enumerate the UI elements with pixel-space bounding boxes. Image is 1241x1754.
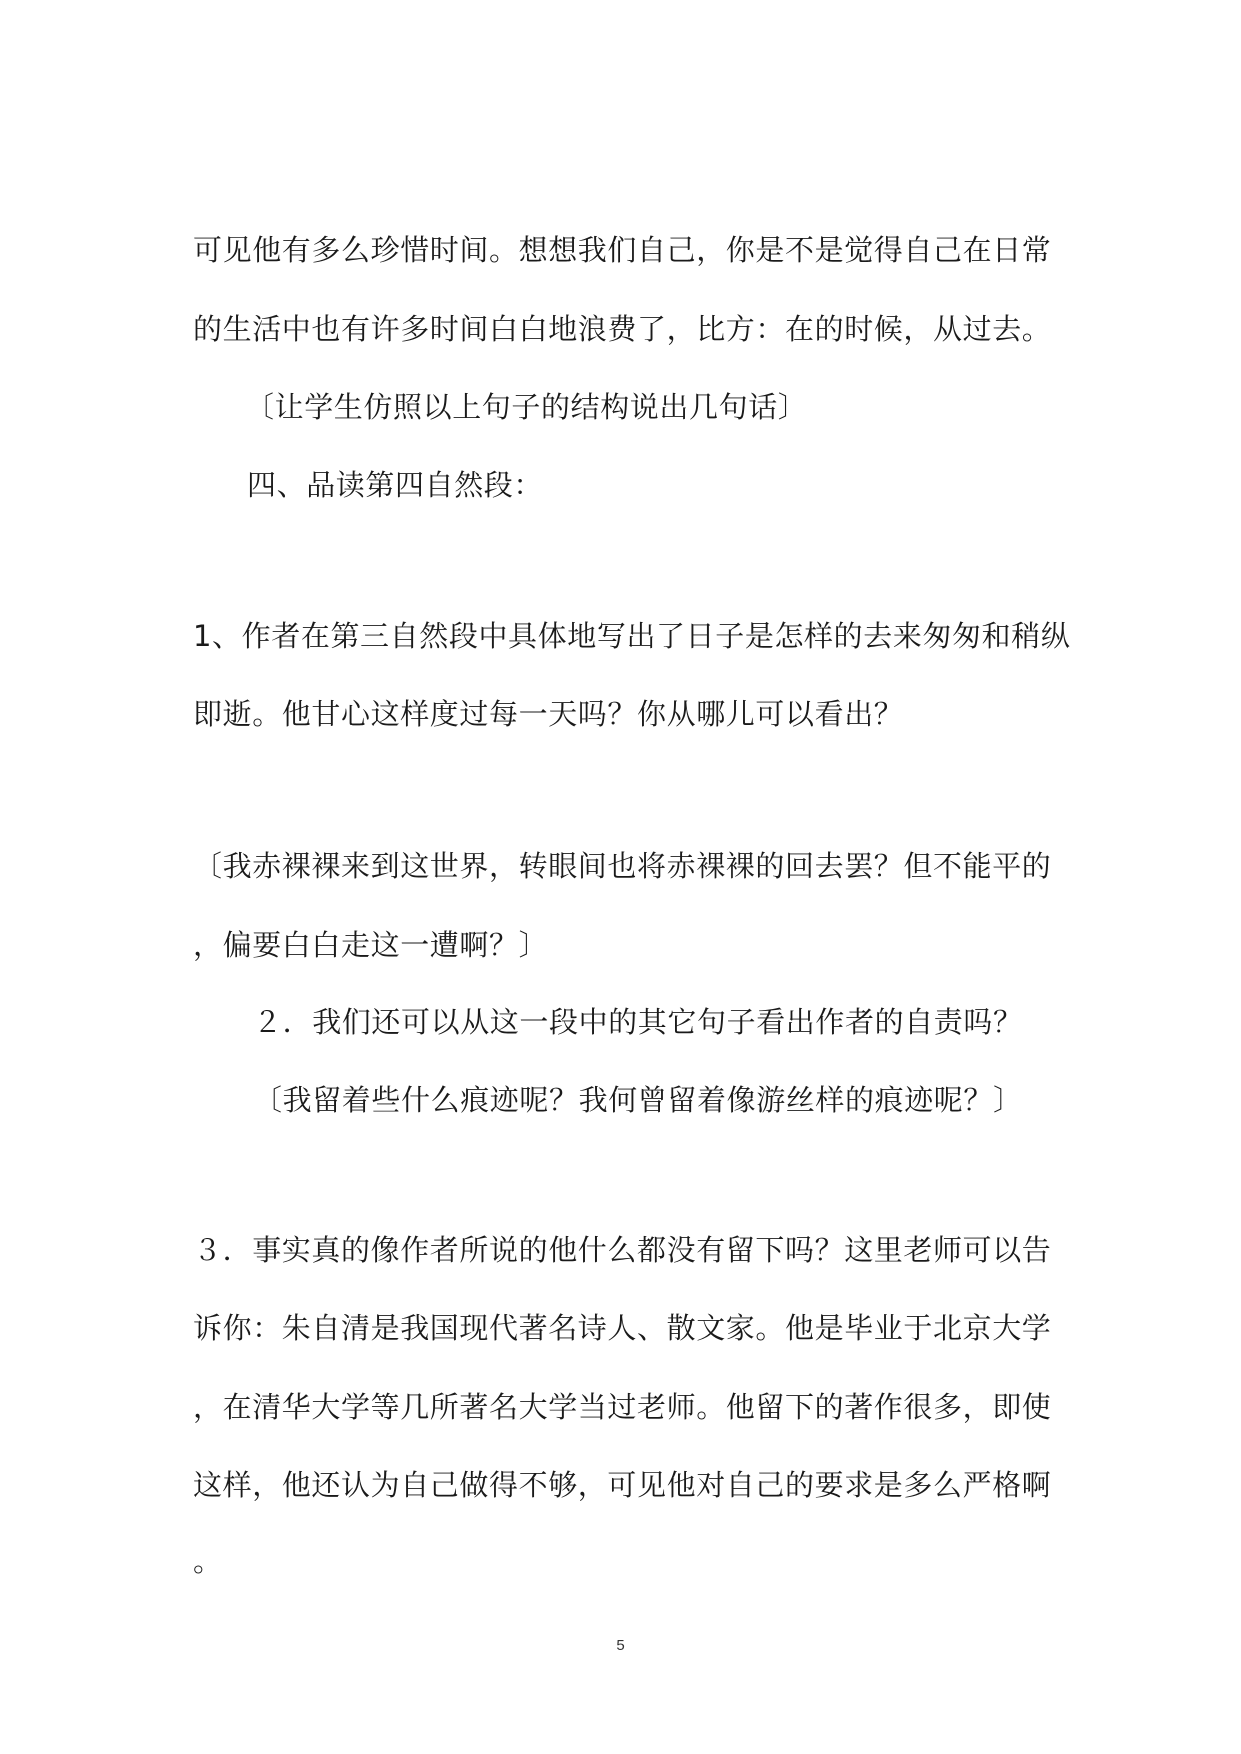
quote-answer: 〔我赤裸裸来到这世界，转眼间也将赤裸裸的回去罢？但不能平的 — [193, 849, 1052, 883]
body-text-line: ，在清华大学等几所著名大学当过老师。他留下的著作很多，即使 — [193, 1390, 1052, 1424]
body-text-line: 这样，他还认为自己做得不够，可见他对自己的要求是多么严格啊 — [193, 1468, 1052, 1502]
body-text-line: 可见他有多么珍惜时间。想想我们自己，你是不是觉得自己在日常 — [193, 233, 1052, 267]
body-text-line: 。 — [193, 1544, 223, 1578]
body-text-line: 诉你：朱自清是我国现代著名诗人、散文家。他是毕业于北京大学 — [193, 1311, 1052, 1345]
question-item: ３．事实真的像作者所说的他什么都没有留下吗？这里老师可以告 — [193, 1233, 1052, 1267]
body-text-line: 即逝。他甘心这样度过每一天吗？你从哪儿可以看出？ — [193, 697, 904, 731]
question-item: 1、作者在第三自然段中具体地写出了日子是怎样的去来匆匆和稍纵 — [193, 619, 1071, 653]
section-heading: 四、品读第四自然段： — [247, 468, 544, 502]
quote-answer: ，偏要白白走这一遭啊？〕 — [193, 928, 549, 962]
page-number: 5 — [616, 1637, 625, 1654]
quote-answer: 〔我留着些什么痕迹呢？我何曾留着像游丝样的痕迹呢？〕 — [253, 1083, 1023, 1117]
instruction-note: 〔让学生仿照以上句子的结构说出几句话〕 — [245, 390, 808, 424]
question-item: ２．我们还可以从这一段中的其它句子看出作者的自责吗？ — [253, 1005, 1023, 1039]
body-text-line: 的生活中也有许多时间白白地浪费了，比方：在的时候，从过去。 — [193, 312, 1052, 346]
